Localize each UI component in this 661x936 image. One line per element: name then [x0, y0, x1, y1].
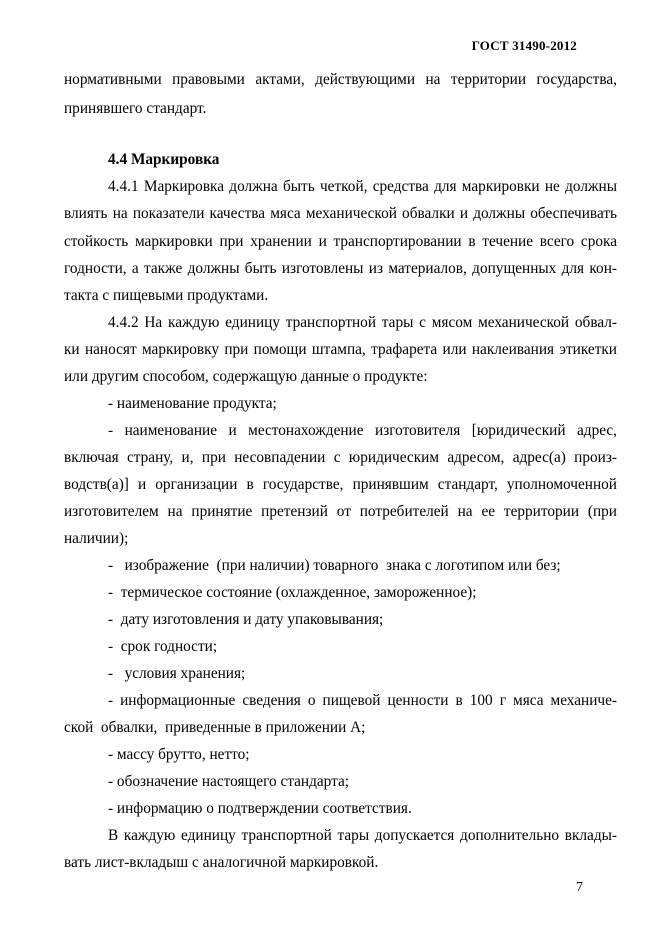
list-item: - срок годности;	[108, 638, 218, 655]
text-line: годности, а также должны быть изготовлены из материалов, допущенных для кон-	[64, 260, 617, 277]
text-line: наличии);	[64, 530, 129, 547]
text-line: влиять на показатели качества мяса механической обвалки и должны обеспечивать	[64, 205, 617, 222]
list-item: - массу брутто, нетто;	[108, 746, 250, 763]
text-line: ской обвалки, приведенные в приложении А;	[64, 719, 366, 736]
section-heading: 4.4 Маркировка	[108, 151, 220, 168]
text-line: 4.4.2 На каждую единицу транспортной тары с мясом механической обвал-	[108, 314, 617, 331]
list-item: - термическое состояние (охлажденное, замороженное);	[108, 584, 477, 601]
list-item: - обозначение настоящего стандарта;	[108, 773, 350, 790]
list-item: - информацию о подтверждении соответствия.	[108, 800, 412, 817]
page-number: 7	[576, 880, 583, 895]
text-line: нормативными правовыми актами, действующими на территории государства,	[64, 71, 617, 88]
text-line: В каждую единицу транспортной тары допускается дополнительно вклады-	[108, 827, 617, 844]
text-line: водств(а)] и организации в государстве, принявшим стандарт, уполномоченной	[64, 476, 617, 493]
text-line: или другим способом, содержащую данные о продукте:	[64, 368, 428, 385]
document-standard-header: ГОСТ 31490-2012	[471, 38, 577, 53]
list-item: - изображение (при наличии) товарного знака с логотипом или без;	[108, 557, 561, 574]
list-item: - наименование и местонахождение изготовителя [юридический адрес,	[108, 422, 617, 439]
text-line: изготовителем на принятие претензий от потребителей на ее территории (при	[64, 503, 617, 520]
text-line: 4.4.1 Маркировка должна быть четкой, средства для маркировки не должны	[108, 178, 617, 195]
list-item: - информационные сведения о пищевой ценности в 100 г мяса механиче-	[108, 692, 617, 709]
list-item: - условия хранения;	[108, 665, 246, 682]
text-line: ки наносят маркировку при помощи штампа, трафарета или наклеивания этикетки	[64, 341, 617, 358]
text-line: вать лист-вкладыш с аналогичной маркировкой.	[64, 854, 379, 871]
list-item: - дату изготовления и дату упаковывания;	[108, 611, 384, 628]
list-item: - наименование продукта;	[108, 395, 277, 412]
text-line: включая страну, и, при несовпадении с юридическим адресом, адрес(а) произ-	[64, 449, 617, 466]
text-line: принявшего стандарт.	[64, 100, 207, 117]
text-line: стойкость маркировки при хранении и транспортировании в течение всего срока	[64, 233, 617, 250]
text-line: такта с пищевыми продуктами.	[64, 287, 269, 304]
